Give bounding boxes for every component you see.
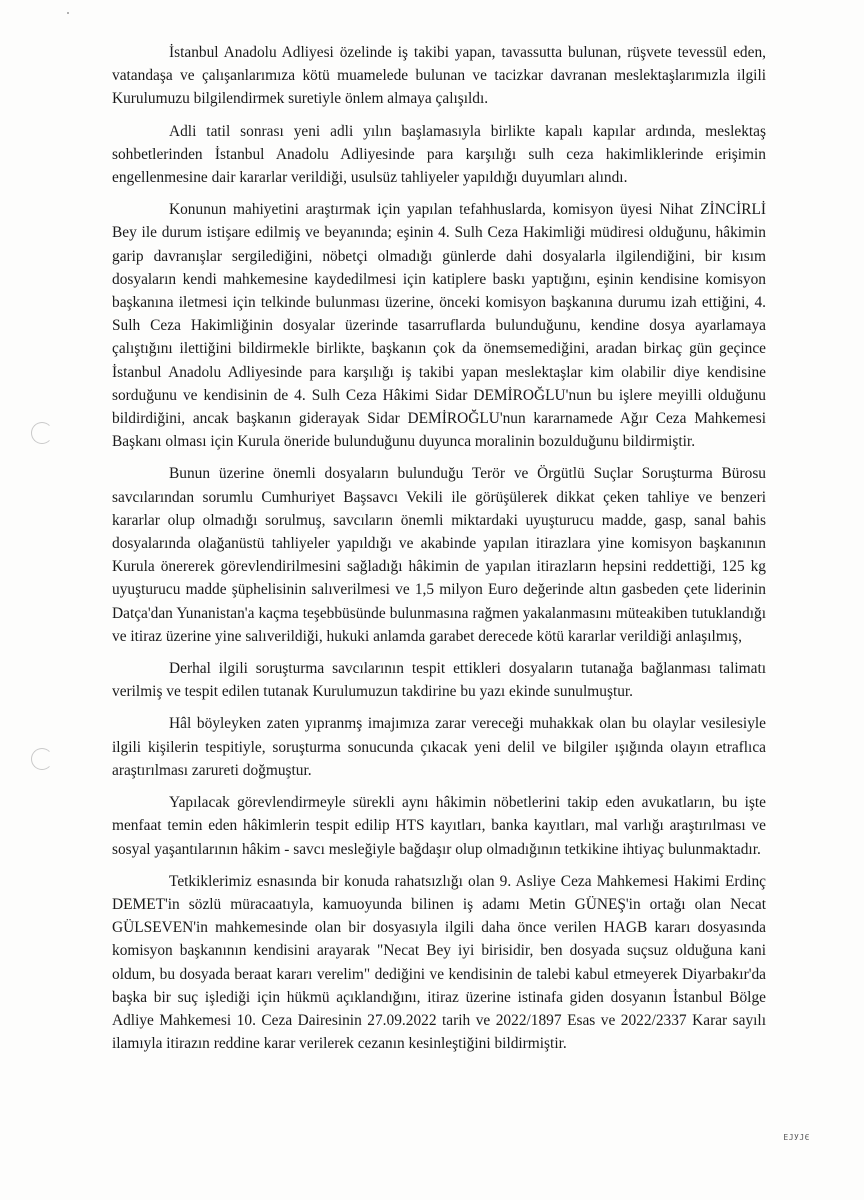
paragraph-3: Konunun mahiyetini araştırmak için yapılan tefahhuslarda, komisyon üyesi Nihat ZİNCİRLİ Bey ile durum istişare edilmiş ve beyanında; eşinin 4. Sulh Ceza Hakimliği müdiresi olduğunu, hâkimin garip davranışlar sergilediğini, nöbetçi olmadığı günlerde dahi dosyalarla ilgilendiğini, bir kısım dosyaların kendi mahkemesine kaydedilmesi için katiplere baskı yaptığını, eşinin kendisine komisyon başkanına iletmesi için telkinde bulunması üzerine, önceki komisyon başkanına durumu izah ettiğini, 4. Sulh Ceza Hakimliğinin dosyalar üzerinde tasarruflarda bulunduğunu, kendine dosya ayarlamaya çalıştığını ilettiğini bildirmekle birlikte, başkanın çok da önemsemediğini, aradan birkaç gün geçince İstanbul Anadolu Adliyesinde para karşılığı iş takibi yapan meslektaşlar kim olabilir diye kendisine sorduğunu ve kendisinin de 4. Sulh Ceza Hâkimi Sidar DEMİROĞLU'nun bu işlere meyilli olduğunu bildirdiğini, ancak başkanın giderayak Sidar DEMİROĞLU'nun kararnamede Ağır Ceza Mahkemesi Başkanı olması için Kurula öneride bulunduğunu duyunca moralinin bozulduğunu bildirmiştir. xyxy=(112,201,766,451)
footer-stamp: ЕЈУЈЄ xyxy=(783,1133,810,1142)
paragraph-1: İstanbul Anadolu Adliyesi özelinde iş takibi yapan, tavassutta bulunan, rüşvete tevessül eden, vatandaşa ve çalışanlarımıza kötü muamelede bulunan ve tacizkar davranan meslektaşlarımızla ilgili Kurulumuzu bilgilendirmek suretiyle önlem almaya çalışıldı. xyxy=(112,44,766,108)
paragraph-5: Derhal ilgili soruşturma savcılarının tespit ettikleri dosyaların tutanağa bağlanması talimatı verilmiş ve tespit edilen tutanak Kurulumuzun takdirine bu yazı ekinde sunulmuştur. xyxy=(112,660,766,701)
paragraph-7: Yapılacak görevlendirmeyle sürekli aynı hâkimin nöbetlerini takip eden avukatların, bu işte menfaat temin eden hâkimlerin tespit edilip HTS kayıtları, banka kayıtları, mal varlığı araştırılması ve sosyal yaşantılarının hâkim - savcı mesleğiyle bağdaşır olup olmadığının tetkikine ihtiyaç bulunmaktadır. xyxy=(112,794,766,858)
paragraph-4: Bunun üzerine önemli dosyaların bulunduğu Terör ve Örgütlü Suçlar Soruşturma Bürosu savcılarından sorumlu Cumhuriyet Başsavcı Vekili ile görüşülerek dikkat çeken tahliye ve benzeri kararlar olup olmadığı sorulmuş, savcıların önemli miktardaki uyuşturucu madde, gasp, sanal bahis dosyalarında olağanüstü tahliyeler yapıldığı ve akabinde yapılan itirazlara yine komisyon başkanının Kurula önererek görevlendirilmesini sağladığı hâkimin de yapılan itirazların hepsini reddettiği, 125 kg uyuşturucu madde şüphelisinin salıverilmesi ve 1,5 milyon Euro değerinde altın gasbeden çete liderinin Datça'dan Yunanistan'a kaçma teşebbüsünde bulunmasına rağmen yakalanmasını müteakiben tutuklandığı ve itiraz üzerine yine salıverildiği, hukuki anlamda garabet derecede kötü kararlar verildiği anlaşılmış, xyxy=(112,465,766,645)
punch-hole-mark xyxy=(31,422,53,444)
punch-hole-mark xyxy=(31,748,53,770)
paragraph-6: Hâl böyleyken zaten yıpranmş imajımıza zarar vereceği muhakkak olan bu olaylar vesilesiyle ilgili kişilerin tespitiyle, soruşturma sonucunda çıkacak yeni delil ve bilgiler ışığında olayın etraflıca araştırılması zarureti doğmuştur. xyxy=(112,715,766,779)
paragraph-8: Tetkiklerimiz esnasında bir konuda rahatsızlığı olan 9. Asliye Ceza Mahkemesi Hakimi Erdinç DEMET'in sözlü müracaatıyla, kamuoyunda bilinen iş adamı Metin GÜNEŞ'in ortağı olan Necat GÜLSEVEN'in mahkemesinde olan bir dosyasıyla ilgili daha önce verilen HAGB kararı dosyasında komisyon başkanının kendisini arayarak "Necat Bey iyi birisidir, ben dosyada suçsuz olduğuna kani oldum, bu dosyada beraat kararı verelim" dediğini ve kendisinin de talebi kabul etmeyerek Diyarbakır'da başka bir suç işlediği için hükmü açıklandığını, itiraz üzerine istinafa giden dosyanın İstanbul Bölge Adliye Mahkemesi 10. Ceza Dairesinin 27.09.2022 tarih ve 2022/1897 Esas ve 2022/2337 Karar sayılı ilamıyla itirazın reddine karar verilerek cezanın kesinleştiğini bildirmiştir. xyxy=(112,872,766,1053)
document-body xyxy=(112,41,766,1064)
scan-speck xyxy=(67,12,69,14)
paragraph-2: Adli tatil sonrası yeni adli yılın başlamasıyla birlikte kapalı kapılar ardında, meslektaş sohbetlerinden İstanbul Anadolu Adliyesinde para karşılığı sulh ceza hakimliklerinde erişimin engellenmesine dair kararlar verildiği, usulsüz tahliyeler yapıldığı duyumları alındı. xyxy=(112,122,766,187)
